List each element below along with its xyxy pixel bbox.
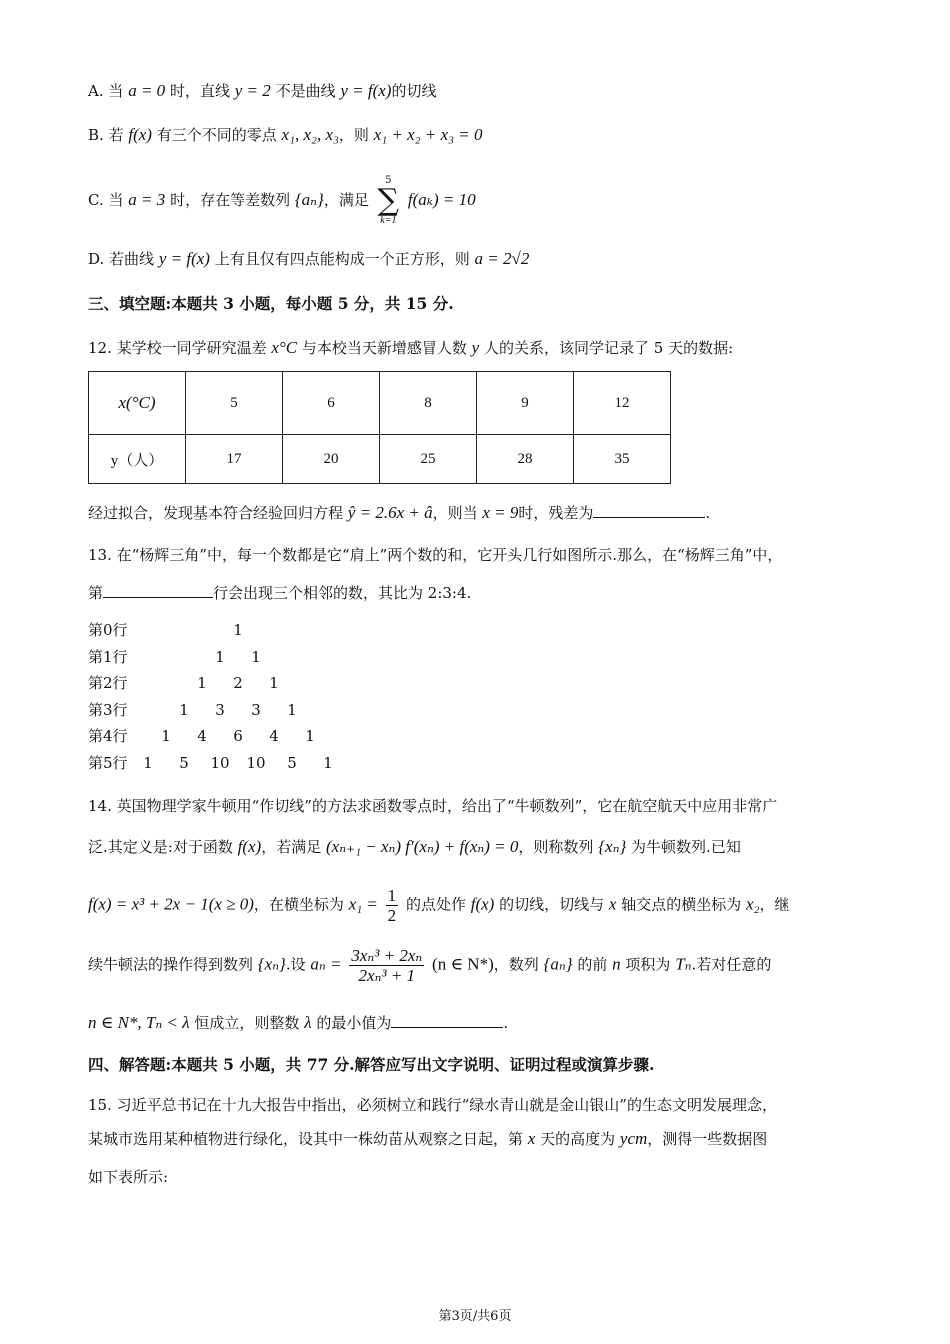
fraction-half: $\frac{1}{2}$ xyxy=(387,886,397,925)
option-c: C. 当 a = 3 时，存在等差数列 {aₙ}，满足 5 ∑ k=1 f(aₖ) = 10 xyxy=(88,175,476,226)
q13-question: 第 行会出现三个相邻的数，其比为 2:3:4. xyxy=(88,581,471,604)
triangle-number: 4 xyxy=(197,727,207,745)
option-d: D. 若曲线 y = f(x) 上有且仅有四点能构成一个正方形，则 a = 2√2 xyxy=(88,249,530,268)
triangle-number: 1 xyxy=(269,674,279,692)
triangle-number: 6 xyxy=(233,727,243,745)
option-a: A. 当 a = 0 时，直线 y = 2 不是曲线 y = f(x)的切线 xyxy=(88,81,437,100)
triangle-number: 1 xyxy=(179,700,189,719)
pascal-triangle xyxy=(88,617,388,777)
triangle-number: 1 xyxy=(287,700,297,719)
table-cell: 17 xyxy=(186,435,283,484)
section-4-title: 四、解答题:本题共 5 小题，共 77 分.解答应写出文字说明、证明过程或演算步骤. xyxy=(88,1055,655,1074)
table-cell: 8 xyxy=(380,372,477,435)
answer-blank[interactable] xyxy=(103,581,213,598)
table-header-x: x(°C) xyxy=(89,372,186,435)
triangle-number: 1 xyxy=(161,727,171,745)
q13-stem: 13. 在“杨辉三角”中，每一个数都是它“肩上”两个数的和，它开头几行如图所示.那么，在“杨辉三角”中， xyxy=(88,546,783,564)
q15-line-2: 某城市选用某种植物进行绿化，设其中一株幼苗从观察之日起，第 x 天的高度为 ycm，测得一些数据图 xyxy=(88,1129,768,1148)
table-header-y: y（人） xyxy=(89,435,186,484)
triangle-number: 1 xyxy=(305,727,315,745)
triangle-number: 3 xyxy=(251,700,261,719)
table-cell: 35 xyxy=(574,435,671,484)
triangle-number: 3 xyxy=(215,700,225,719)
section-3-title: 三、填空题:本题共 3 小题，每小题 5 分，共 15 分. xyxy=(88,294,454,313)
answer-blank[interactable] xyxy=(593,501,705,518)
triangle-row-label: 第5行 xyxy=(88,753,128,772)
triangle-number: 1 xyxy=(215,647,225,666)
table-cell: 9 xyxy=(477,372,574,435)
triangle-number: 10 xyxy=(246,753,266,772)
table-row-y xyxy=(89,435,671,484)
answer-blank[interactable] xyxy=(391,1011,503,1028)
triangle-row-label: 第4行 xyxy=(88,727,128,745)
option-b: B. 若 f(x) 有三个不同的零点 x₁, x₂, x₃，则 x₁ + x₂ + x₃ = 0 xyxy=(88,125,483,144)
triangle-number: 1 xyxy=(251,647,261,666)
sum-symbol: 5 ∑ k=1 xyxy=(377,175,400,226)
triangle-number: 1 xyxy=(197,674,207,692)
q15-line-1: 15. 习近平总书记在十九大报告中指出，必须树立和践行“绿水青山就是金山银山”的生态文明发展理念， xyxy=(88,1096,777,1114)
table-cell: 6 xyxy=(283,372,380,435)
fraction-an: $\frac{\text{3xₙ³ + 2xₙ}}{\text{2xₙ³ + 1}}$ xyxy=(351,946,423,985)
triangle-number: 1 xyxy=(233,621,243,639)
q14-line-1: 14. 英国物理学家牛顿用“作切线”的方法求函数零点时，给出了“牛顿数列”，它在航空航天中应用非常广 xyxy=(88,797,778,815)
triangle-number: 1 xyxy=(143,753,153,772)
triangle-number: 5 xyxy=(287,753,297,772)
q14-line-2: 泛.其定义是:对于函数 f(x)，若满足 (xₙ₊₁ − xₙ) f′(xₙ) + f(xₙ) = 0，则称数列 {xₙ} 为牛顿数列.已知 xyxy=(88,837,741,856)
q12-data-table xyxy=(88,371,671,484)
triangle-row-label: 第0行 xyxy=(88,621,128,639)
q12-question: 经过拟合，发现基本符合经验回归方程 ŷ = 2.6x + â，则当 x = 9时，残差为 . xyxy=(88,503,711,522)
table-cell: 12 xyxy=(574,372,671,435)
q12-stem: 12. 某学校一同学研究温差 x°C 与本校当天新增感冒人数 y 人的关系，该同学记录了 5 天的数据: xyxy=(88,338,734,357)
triangle-number: 2 xyxy=(233,674,243,692)
table-row-x xyxy=(89,372,671,435)
q14-line-4: 续牛顿法的操作得到数列 {xₙ}.设 aₙ = $\frac{\text{3xₙ³ + 2xₙ}}{\text{2xₙ³ + 1}}$ (n ∈ N*)，数列 {aₙ} 的前 n 项积为 Tₙ.若对任意的 xyxy=(88,946,772,985)
table-cell: 20 xyxy=(283,435,380,484)
table-cell: 5 xyxy=(186,372,283,435)
triangle-number: 5 xyxy=(179,753,189,772)
q15-line-3: 如下表所示: xyxy=(88,1168,169,1186)
page-number: 第3页/共6页 xyxy=(438,1309,512,1324)
triangle-number: 10 xyxy=(210,753,230,772)
q14-line-5: n ∈ N*, Tₙ < λ 恒成立，则整数 λ 的最小值为 . xyxy=(88,1013,509,1032)
triangle-row-label: 第1行 xyxy=(88,647,128,666)
triangle-number: 1 xyxy=(323,753,333,772)
table-cell: 25 xyxy=(380,435,477,484)
triangle-row-label: 第3行 xyxy=(88,700,128,719)
table-cell: 28 xyxy=(477,435,574,484)
q14-line-3: f(x) = x³ + 2x − 1(x ≥ 0)，在横坐标为 x₁ = $\frac{1}{2}$ 的点处作 f(x) 的切线，切线与 x 轴交点的横坐标为 x₂，继 xyxy=(88,886,790,925)
triangle-row-label: 第2行 xyxy=(88,674,128,692)
triangle-number: 4 xyxy=(269,727,279,745)
